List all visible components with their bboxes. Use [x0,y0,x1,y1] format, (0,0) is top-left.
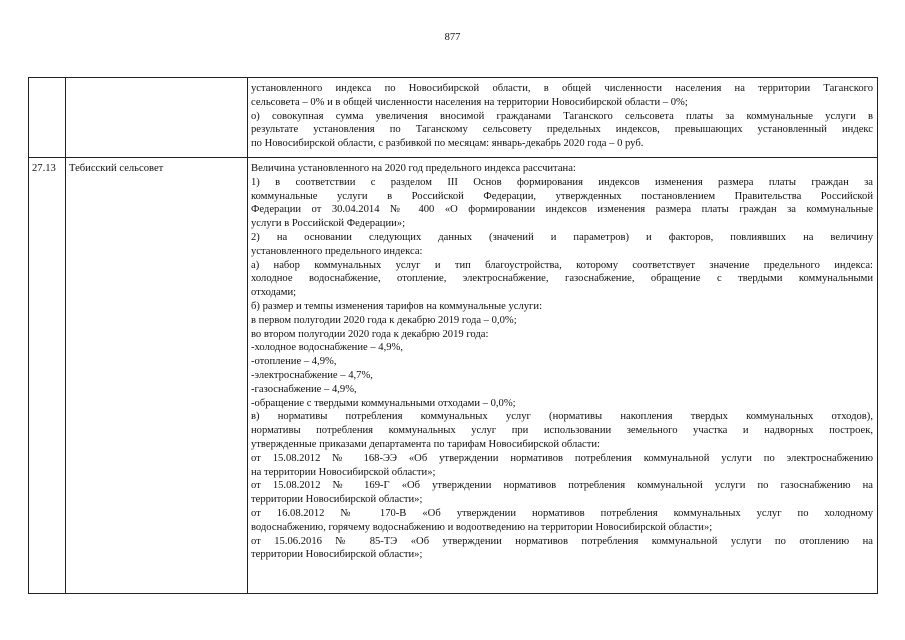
municipality-index-table [28,77,878,594]
municipality-name-cell [66,78,248,158]
municipality-name-cell: Тебисский сельсовет [66,158,248,594]
table-row-continuation [29,78,878,158]
text-line: на территории Новосибирской области»; [251,466,436,478]
text-line: во втором полугодии 2020 года к декабрю 2019 года: [251,328,489,340]
text-line: установленного индекса по Новосибирской области, в общей численности населения на территории Таганского [251,83,873,94]
text-line: -холодное водоснабжение – 4,9%, [251,342,403,354]
text-line: от 15.08.2012 № 168-ЭЭ «Об утверждении нормативов потребления коммунальной услуги по электроснабжению [251,452,873,464]
description-cell [248,158,878,594]
text-line: водоснабжению, горячему водоснабжению и водоотведению на территории Новосибирской области»; [251,521,713,533]
table-body [29,78,878,594]
page-number: 877 [444,32,461,43]
text-line: -отопление – 4,9%, [251,356,337,368]
text-line: 2) на основании следующих данных (значений и параметров) и факторов, повлиявших на величину [251,231,873,243]
text-line: а) набор коммунальных услуг и тип благоустройства, которому соответствует значение предельного индекса: [251,259,873,271]
text-line: -обращение с твердыми коммунальными отходами – 0,0%; [251,397,516,409]
text-line: в) нормативы потребления коммунальных услуг (нормативы накопления твердых коммунальных отходов), [251,411,873,423]
text-line: Величина установленного на 2020 год предельного индекса рассчитана: [251,163,576,174]
text-line: территории Новосибирской области»; [251,494,423,506]
text-line: б) размер и темпы изменения тарифов на коммунальные услуги: [251,300,543,312]
text-line: территории Новосибирской области»; [251,549,423,561]
text-line: нормативы потребления коммунальных услуг при использовании земельного участка и надворных построек, [251,425,873,437]
text-line: о) совокупная сумма увеличения вносимой гражданами Таганского сельсовета платы за коммунальные услуги в [251,110,873,122]
text-line: Федерации от 30.04.2014 № 400 «О формировании индексов изменения размера платы граждан за коммунальные [251,204,873,216]
text-line: от 16.08.2012 № 170-В «Об утверждении нормативов потребления коммунальных услуг по холодному [251,507,873,519]
text-line: коммунальные услуги в Российской Федерации, утвержденных постановлением Правительства Российской [251,190,873,202]
row-index-cell [29,78,66,158]
text-line: холодное водоснабжение, отопление, электроснабжение, газоснабжение, обращение с твердыми коммунальными [251,273,873,285]
text-line: от 15.08.2012 № 169-Г «Об утверждении нормативов потребления коммунальной услуги по газоснабжению на [251,480,873,492]
text-line: результате установления по Таганскому сельсовету предельных индексов, превышающих установленный индекс [251,124,873,136]
row-index-cell: 27.13 [29,158,66,594]
text-line: установленного предельного индекса: [251,245,423,257]
text-line: в первом полугодии 2020 года к декабрю 2019 года – 0,0%; [251,314,517,326]
text-line: утвержденные приказами департамента по тарифам Новосибирской области: [251,438,600,450]
table-row-tebisskiy [29,158,878,594]
description-cell [248,78,878,158]
text-line: по Новосибирской области, с разбивкой по месяцам: январь-декабрь 2020 года – 0 руб. [251,138,644,150]
text-line: услуги в Российской Федерации»; [251,218,406,230]
text-line: сельсовета – 0% и в общей численности населения на территории Новосибирской области – 0%; [251,96,688,108]
text-line: -электроснабжение – 4,7%, [251,369,373,381]
text-line: -газоснабжение – 4,9%, [251,383,357,395]
text-line: от 15.06.2016 № 85-ТЭ «Об утверждении нормативов потребления коммунальной услуги по отоплению на [251,535,873,547]
text-line: 1) в соответствии с разделом III Основ формирования индексов изменения размера платы граждан за [251,176,873,188]
text-line: отходами; [251,287,297,299]
